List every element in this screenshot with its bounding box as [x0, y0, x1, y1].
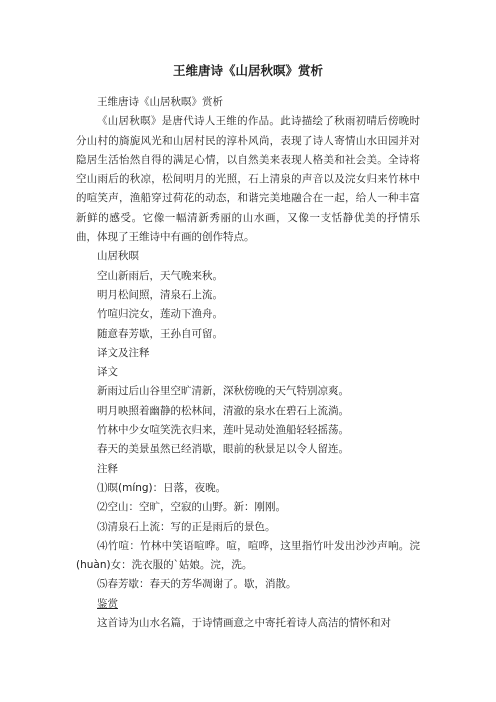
translation-line-4: 春天的美景虽然已经消歇，眼前的秋景足以令人留连。: [97, 443, 349, 456]
section-heading-translation-notes: 译文及注释: [97, 346, 150, 359]
appreciation-line-1: 这首诗为山水名篇，于诗情画意之中寄托着诗人高洁的情怀和对: [97, 617, 391, 630]
section-heading-notes: 注释: [97, 462, 118, 475]
document-title: 王维唐诗《山居秋暝》赏析: [172, 63, 323, 78]
subtitle-line: 王维唐诗《山居秋暝》赏析: [97, 96, 223, 108]
poem-line-2: 明月松间照，清泉石上流。: [97, 288, 223, 301]
section-heading-translation: 译文: [97, 366, 118, 379]
translation-line-3: 竹林中少女喧笑洗衣归来，莲叶晃动处渔船轻轻摇荡。: [97, 424, 349, 437]
poem-title: 山居秋暝: [97, 250, 139, 263]
note-3: ⑶清泉石上流：写的正是雨后的景色。: [97, 520, 276, 533]
note-5: ⑸春芳歇：春天的芳华凋谢了。歇，消散。: [97, 578, 297, 591]
translation-line-2: 明月映照着幽静的松林间，清澈的泉水在碧石上流淌。: [97, 404, 349, 417]
note-2: ⑵空山：空旷，空寂的山野。新：刚刚。: [97, 501, 286, 514]
translation-line-1: 新雨过后山谷里空旷清新，深秋傍晚的天气特别凉爽。: [97, 385, 349, 398]
poem-line-4: 随意春芳歇，王孙自可留。: [97, 327, 223, 340]
note-4: ⑷竹喧：竹林中笑语喧哗。喧，喧哗，这里指竹叶发出沙沙声响。浣(huàn)女：洗衣服的`姑娘。浣，洗。: [76, 539, 420, 572]
poem-line-3: 竹喧归浣女，莲动下渔舟。: [97, 308, 223, 321]
intro-paragraph: 《山居秋暝》是唐代诗人王维的作品。此诗描绘了秋雨初晴后傍晚时分山村的旖旎风光和山居村民的淳朴风尚，表现了诗人寄情山水田园并对隐居生活怡然自得的满足心情，以自然美来表现人格美和社会美。全诗将空山雨后的秋凉，松间明月的光照，石上清泉的声音以及浣女归来竹林中的喧笑声，渔船穿过荷花的动态，和谐完美地融合在一起，给人一种丰富新鲜的感受。它像一幅清新秀丽的山水画，又像一支恬静优美的抒情乐曲，体现了王维诗中有画的创作特点。: [76, 115, 420, 244]
document-body: [76, 93, 420, 633]
section-heading-appreciation: 鉴赏: [97, 597, 118, 610]
poem-line-1: 空山新雨后，天气晚来秋。: [97, 269, 223, 282]
note-1: ⑴暝(míng)：日落，夜晚。: [97, 481, 227, 494]
